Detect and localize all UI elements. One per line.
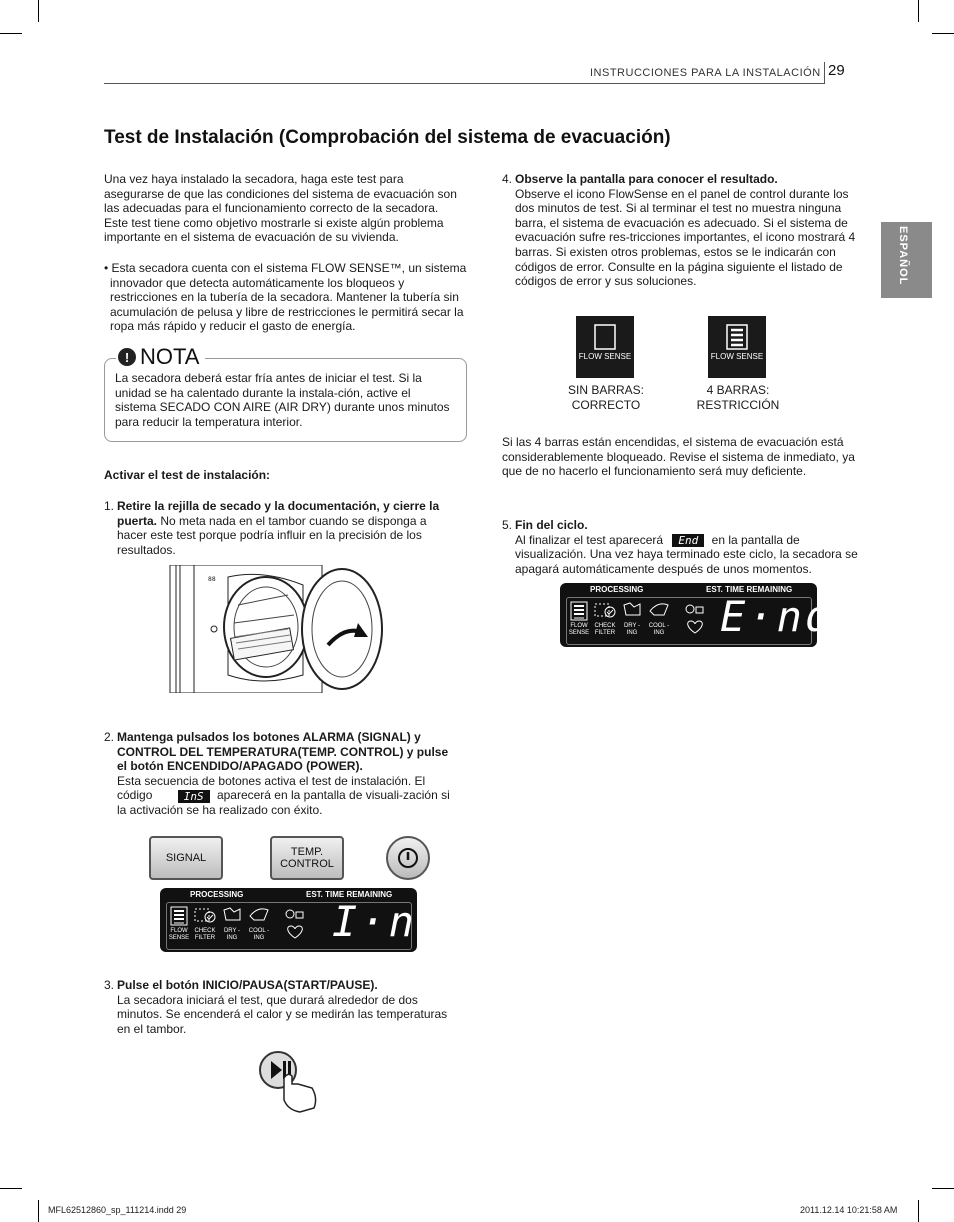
crop-mark [38,1200,39,1222]
processing-label: PROCESSING [190,890,244,899]
step-1-bold: Retire la rejilla de secado y la documentación, y cierre la puerta. [117,499,440,528]
step-2 [104,730,454,817]
flow-sense-label: FLOW SENSE [168,928,190,941]
end-readout: E·nd [720,592,834,641]
nota-text: La secadora deberá estar fría antes de iniciar el test. Si la unidad se ha calentado durante la instala-ción, active el sistema SECADO CON AIRE (AIR DRY) durante unos minutos para reducir la temperatura interior. [115,371,450,429]
step-4-bold: Observe la pantalla para conocer el resultado. [515,172,778,186]
crop-mark [0,33,22,34]
temp-control-button[interactable]: TEMP. CONTROL [270,836,344,880]
check-filter-icon-2 [594,601,616,619]
flowsense-four-bars-tile [708,316,766,378]
check-filter-label: CHECK FILTER [194,928,216,941]
flowsense-no-bars-tile [576,316,634,378]
running-header: INSTRUCCIONES PARA LA INSTALACIÓN [590,67,821,79]
step-4 [502,172,862,289]
warning-icon: ! [118,348,136,366]
power-button[interactable] [386,836,430,880]
language-tab [881,222,932,298]
crop-mark [932,33,954,34]
end-code-display: End [672,534,704,547]
flowsense-empty-icon [594,324,616,350]
step-4-number: 4. [502,172,513,186]
ins-readout: I·nS [332,897,446,946]
language-tab-label: ESPAÑOL [897,226,909,286]
flowsense-tile-label: FLOW SENSE [578,352,632,361]
step-2-bold: Mantenga pulsados los botones ALARMA (SIGNAL) y CONTROL DEL TEMPERATURA(TEMP. CONTROL) y pulse el botón ENCENDIDO/APAGADO (POWER). [117,730,449,774]
drying-label-2: DRY -ING [623,623,641,636]
step-1-text: No meta nada en el tambor cuando se disponga a hacer este test porque podría influir en la precisión de los resultados. [117,513,427,557]
check-filter-icon [194,906,216,924]
cooling-label: COOL -ING [248,928,270,941]
activate-heading: Activar el test de instalación: [104,468,271,482]
page-title: Test de Instalación (Comprobación del sistema de evacuación) [104,127,671,148]
nota-label: NOTA [140,344,200,369]
ins-code-display: InS [178,790,210,803]
drying-icon-2 [622,601,644,619]
step-3 [104,978,454,1036]
flowsense-bars-icon [726,324,748,350]
step-2-text-b: aparecerá en la pantalla de visuali-zación si la activación se ha realizado con éxito. [117,788,450,817]
est-time-label: EST. TIME REMAINING [306,890,393,899]
header-rule [104,83,825,84]
step-4-text: Observe el icono FlowSense en el panel de control durante los dos minutos de test. Si al terminar el test no muestra ninguna barra, el sistema de evacuación es adecuado. Si el sistema de evacuación sufre res-tricciones importantes, el icono mostrará 4 barras. Si existen otros problemas, estos se le indicarán con códigos de error. Consulte en la página siguiente el listado de códigos de error y sus soluciones. [515,186,856,289]
no-bars-caption: SIN BARRAS: CORRECTO [567,383,645,412]
intro-paragraph: Una vez haya instalado la secadora, haga este test para asegurarse de que las condiciones del sistema de evacuación son las adecuadas para el funcionamiento correcto de la secadora. Este test tiene como objetivo mostrarle si existe algún problema importante en el sistema de evacuación de su vivienda. [104,172,457,245]
footer-timestamp: 2011.12.14 10:21:58 AM [800,1205,898,1215]
crop-mark [918,1200,919,1222]
flowsense-bullet: • Esta secadora cuenta con el sistema FLOW SENSE™, un sistema innovador que detecta automáticamente los bloqueos y restricciones en la tubería de la secadora. Mantener la tubería sin acumulación de pelusa y libre de restricciones le permitirá secar la ropa más rápido y reducir el gasto de energía. [104,261,467,334]
flow-sense-label-2: FLOW SENSE [568,623,590,636]
nota-title [116,344,205,370]
flowsense-tile-label-2: FLOW SENSE [710,352,764,361]
step-5-bold: Fin del ciclo. [515,518,588,532]
step-5-text-b: en la pantalla de visualización. Una vez haya terminado este ciclo, la secadora se apagará automáticamente después de unos momentos. [515,532,858,576]
est-time-label-2: EST. TIME REMAINING [706,585,793,594]
cooling-label-2: COOL -ING [648,623,670,636]
flowsense-icon-2 [570,601,588,621]
crop-mark [0,1188,22,1189]
crop-mark [38,0,39,22]
four-bars-note: Si las 4 barras están encendidas, el sistema de evacuación está considerablemente bloqueado. Revise el sistema de inmediato, ya que de no hacerlo el funcionamiento será muy deficiente. [502,435,855,479]
drying-icon [222,906,244,924]
flowsense-icon [170,906,188,926]
svg-text:88: 88 [208,576,216,583]
step-3-number: 3. [104,978,115,992]
step-5-number: 5. [502,518,513,532]
lock-heart-icons [284,908,306,942]
check-filter-label-2: CHECK FILTER [594,623,616,636]
step-5-text-a: Al finalizar el test aparecerá [515,532,664,547]
cooling-icon [248,906,270,924]
power-icon [397,847,419,869]
ins-display-panel [160,888,446,952]
drying-label: DRY -ING [223,928,241,941]
crop-mark [918,0,919,22]
step-3-bold: Pulse el botón INICIO/PAUSA(START/PAUSE). [117,978,378,992]
dryer-open-door-illustration [168,565,386,693]
crop-mark [932,1188,954,1189]
cooling-icon-2 [648,601,670,619]
lock-heart-icons-2 [684,603,706,637]
processing-label-2: PROCESSING [590,585,644,594]
header-divider [824,62,825,84]
step-2-text-a: Esta secuencia de botones activa el test de instalación. El código [117,773,426,803]
footer-file: MFL62512860_sp_111214.indd 29 [48,1205,187,1215]
step-1-number: 1. [104,499,115,513]
page-number: 29 [828,62,845,79]
step-5 [502,518,862,576]
step-3-text: La secadora iniciará el test, que durará alrededor de dos minutos. Se encenderá el calor y se medirán las temperaturas en el tambor. [117,992,448,1036]
start-pause-button[interactable] [258,1050,322,1116]
end-display-panel [560,583,834,647]
signal-button[interactable]: SIGNAL [149,836,223,880]
four-bars-caption: 4 BARRAS: RESTRICCIÓN [696,383,780,412]
step-1 [104,499,444,557]
step-2-number: 2. [104,730,115,744]
